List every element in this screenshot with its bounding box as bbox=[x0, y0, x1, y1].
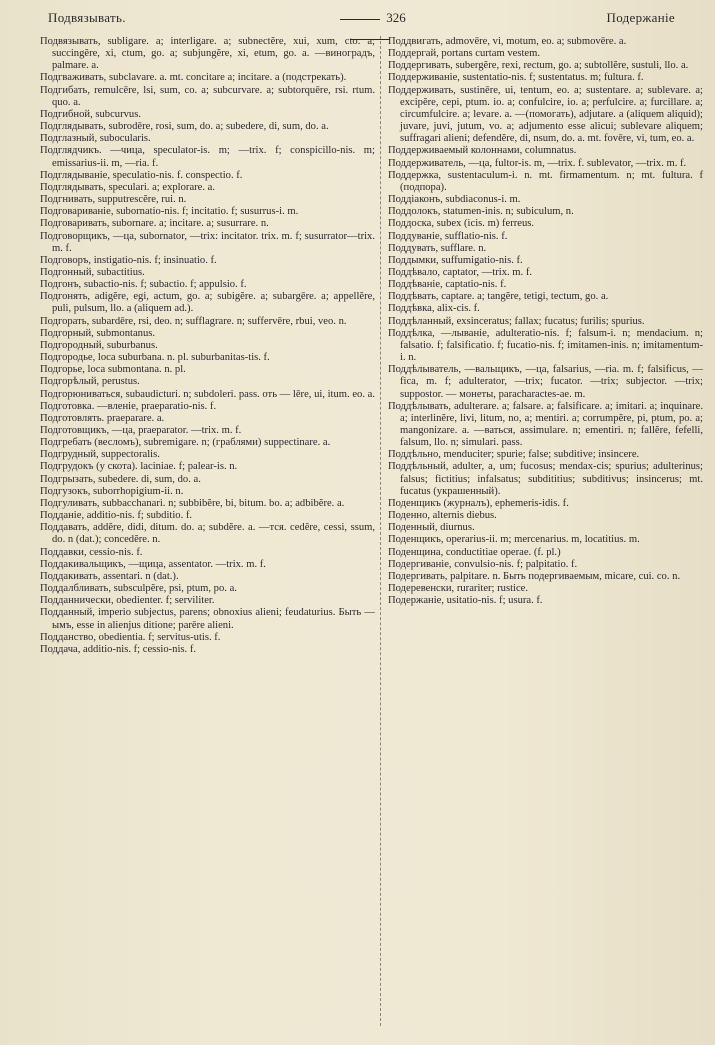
dictionary-entry: Подданіе, additio-nis. f; subditio. f. bbox=[40, 510, 193, 522]
dictionary-entry: Поддавать, addĕre, didi, ditum. do. a; subdĕre. a. —тся. cedĕre, cessi, ssum, do. n (dat.); concedĕre. n. bbox=[40, 522, 375, 546]
dictionary-entry: Подготовлять. praeparare. a. bbox=[40, 412, 165, 424]
dictionary-entry: Поддвигать, admovēre, vi, motum, eo. a; submovēre. a. bbox=[388, 36, 627, 47]
dictionary-entry: Подглядчикъ. —чица, speculator-is. m; —trix. f; conspicillo-nis. m; emissarius-ii. m, —ria. f. bbox=[40, 145, 375, 169]
dictionary-entry: Поддувать, sufflare. n. bbox=[388, 242, 487, 254]
dictionary-entry: Поденщикъ, operarius-ii. m; mercenarius. m, locatitius. m. bbox=[388, 534, 640, 546]
left-column bbox=[40, 36, 375, 656]
dictionary-entry: Подергиваніе, convulsio-nis. f; palpitatio. f. bbox=[388, 558, 578, 570]
dictionary-entry: Поддавки, cessio-nis. f. bbox=[40, 546, 143, 558]
dictionary-entry: Подговариваніе, subornatio-nis. f; incitatio. f; susurrus-i. m. bbox=[40, 206, 299, 218]
dictionary-entry: Подгонъ, subactio-nis. f; subactio. f; appulsio. f. bbox=[40, 279, 247, 291]
dictionary-entry: Подгорный, submontanus. bbox=[40, 327, 156, 339]
dictionary-entry: Поддѣвало, captator, —trix. m. f. bbox=[388, 266, 533, 278]
dictionary-entry: Подглядывать, subrodēre, rosi, sum, do. a; subedere, di, sum, do. a. bbox=[40, 121, 329, 133]
dictionary-entry: Подгребать (весломъ), subremigare. n; (граблями) suppectinare. a. bbox=[40, 437, 331, 449]
page-number: 326 bbox=[386, 10, 406, 25]
dictionary-entry: Подглядывать, speculari. a; explorare. a. bbox=[40, 181, 216, 193]
dictionary-entry: Подергивать, palpitare. n. Быть подергиваемым, micare, cui. co. n. bbox=[388, 570, 681, 582]
dictionary-entry: Подгородье, loca suburbana. n. pl. suburbanitas-tis. f. bbox=[40, 352, 270, 364]
dictionary-entry: Поддакивать, assentari. n (dat.). bbox=[40, 570, 179, 582]
dictionary-entry: Подгорье, loca submontana. n. pl. bbox=[40, 364, 186, 376]
dictionary-entry: Поддакивальщикъ, —щица, assentator. —trix. m. f. bbox=[40, 558, 266, 570]
dictionary-entry: Подготовка. —вленіе, praeparatio-nis. f. bbox=[40, 400, 217, 412]
dictionary-entry: Подданнически, obedienter. f; serviliter. bbox=[40, 595, 215, 607]
dictionary-entry: Подданный, imperio subjectus, parens; obnoxius alieni; feudaturius. Быть —ымъ, esse in alienjus ditione; parēre alieni. bbox=[40, 607, 375, 631]
dictionary-entry: Поддержка, sustentaculum-i. n. mt. firmamentum. n; mt. fultura. f (подпора). bbox=[388, 169, 703, 193]
dictionary-entry: Подговаривать, subornare. a; incitare. a; susurrare. n. bbox=[40, 218, 269, 230]
dictionary-entry: Подгорюниваться, subaudiсturi. n; subdoleri. pass. оть — lēre, ui, itum. eo. a. bbox=[40, 388, 375, 400]
dictionary-entry: Подвязывать, subligare. a; interligare. a; subnectĕre, xui, xum, cto. a; succingĕre, xi, ctum, go. a; subjungĕre, xi, etum, go. a. —виноградъ, palmare. a. bbox=[40, 36, 375, 72]
dictionary-entry: Подгонный, subactitius. bbox=[40, 266, 145, 278]
dictionary-entry: Поддѣльно, menduciter; spurie; false; subditive; insincere. bbox=[388, 449, 640, 461]
dictionary-entry: Подданство, obedientia. f; servitus-utis. f. bbox=[40, 631, 221, 643]
dictionary-entry: Поддѣвка, alix-cis. f. bbox=[388, 303, 480, 315]
dictionary-entry: Поддача, additio-nis. f; cessio-nis. f. bbox=[40, 643, 197, 655]
dictionary-entry: Подгородный, suburbanus. bbox=[40, 339, 158, 351]
dictionary-entry: Подгваживать, subclavare. a. mt. concitare a; incitare. a (подстрекать). bbox=[40, 72, 347, 84]
dictionary-entry: Поддалбливать, subsculpĕre, psi, ptum, po. a. bbox=[40, 583, 237, 595]
dictionary-entry: Поденщикъ (журналъ), ephemeris-idis. f. bbox=[388, 497, 569, 509]
dictionary-entry: Подгуливать, subbacchanari. n; subbibĕre, bi, bitum. bo. a; adbibĕre. a. bbox=[40, 497, 345, 509]
dictionary-entry: Подготовщикъ, —ца, praeparator. —trix. m. f. bbox=[40, 425, 242, 436]
column-rule bbox=[380, 36, 381, 1026]
dictionary-entry: Подеревенски, rurariter; rustice. bbox=[388, 583, 529, 595]
page-header bbox=[40, 8, 705, 28]
dictionary-entry: Поденный, diurnus. bbox=[388, 522, 475, 534]
dictionary-entry: Подгорать, subardēre, rsi, deo. n; sufflagrare. n; suffervēre, rbui, veo. n. bbox=[40, 315, 347, 327]
dictionary-entry: Подержаніе, usitatio-nis. f; usura. f. bbox=[388, 595, 543, 607]
dictionary-entry: Подгрызать, subedere. di, sum, do. a. bbox=[40, 473, 201, 485]
dictionary-entry: Поддѣлка, —лываніе, adulteratio-nis. f; falsum-i. n; mendacium. n; falsatio. f; falsificatio. f; fucatio-nis. f; imitamen-inis. n; imitamentum-i. n. bbox=[388, 327, 703, 364]
dictionary-entry: Поддолокъ, statumen-inis. n; subiculum, n. bbox=[388, 206, 574, 218]
dictionary-entry: Подговорщикъ, —ца, subornator, —trix: incitator. trix. m. f; susurrator—trix. m. f. bbox=[40, 230, 375, 254]
dictionary-entry: Подгибной, subcurvus. bbox=[40, 108, 141, 120]
dictionary-entry: Поддѣвать, captare. a; tangĕre, tetigi, tectum, go. a. bbox=[388, 291, 609, 303]
dictionary-entry: Поддерживаемый колоннами, columnatus. bbox=[388, 145, 577, 157]
dictionary-entry: Поддѣлыватель, —вальщикъ, —ца, falsarius, —ria. m. f; falsificus, — fica, m. f; adulterator, —trix; fucator. —trix; subjector. —trix; suppostor. — монеты, paracharactes-ae. m. bbox=[388, 364, 703, 400]
dictionary-entry: Поддергивать, subergĕre, rexi, rectum, go. a; subtollĕre, sustuli, llo. a. bbox=[388, 60, 689, 72]
header-dash-left bbox=[340, 19, 380, 20]
dictionary-entry: Поддѣлывать, adulterare. a; falsare. a; falsificare. a; imitari. a; inquinare. a; interlinĕre, livi, litum, no, a; mentiri. a; corrumpĕre, pi, ptum, po. a; mangonizare. a. —ваться, assimulare. n; ementiri. n; fallĕre, fefelli, falsum, llo. n; simulari. pass. bbox=[388, 400, 703, 449]
dictionary-entry: Подгрудокъ (у скота). laciniae. f; palear-is. n. bbox=[40, 461, 238, 473]
running-head-right: Подержаніе bbox=[606, 10, 675, 25]
dictionary-entry: Подгнивать, supputrescĕre, rui. n. bbox=[40, 194, 187, 206]
dictionary-entry: Подгонять, adigĕre, egi, actum, go. a; subigĕre. a; subargēre. a; appellĕre, puli, pulsum, llo. a (aliquem ad.). bbox=[40, 291, 375, 315]
dictionary-entry: Поддоска, subex (icis. m) ferreus. bbox=[388, 218, 535, 230]
dictionary-entry: Подгрудный, suppectoralis. bbox=[40, 449, 160, 461]
dictionary-entry: Поддерживаніе, sustentatio-nis. f; sustentatus. m; fultura. f. bbox=[388, 72, 644, 84]
dictionary-entry: Поддіаконъ, subdiaconus-i. m. bbox=[388, 194, 521, 206]
right-column bbox=[388, 36, 703, 607]
dictionary-entry: Поддуваніе, sufflatio-nis. f. bbox=[388, 230, 508, 242]
dictionary-entry: Подгорѣлый, perustus. bbox=[40, 376, 140, 388]
dictionary-entry: Поддымки, suffumigatio-nis. f. bbox=[388, 254, 523, 266]
dictionary-entry: Подгибать, remulcēre, lsi, sum, co. a; subcurvare. a; subtorquēre, rsi. rtum. quo. a. bbox=[40, 84, 375, 108]
dictionary-entry: Подглядываніе, speculatio-nis. f. conspectio. f. bbox=[40, 169, 243, 181]
dictionary-entry: Поденно, alternis diebus. bbox=[388, 510, 497, 522]
dictionary-entry: Поддѣльный, adulter, a, um; fucosus; mendax-cis; spurius; adulterinus; falsus; fictitius; infalsatus; subdititius; subditivus; insincerus; mt. fucatus (украшенный). bbox=[388, 461, 703, 497]
dictionary-entry: Подгузокъ, suborrhopigium-ii. n. bbox=[40, 485, 184, 497]
dictionary-entry: Подговоръ, instigatio-nis. f; insinuatio. f. bbox=[40, 254, 217, 266]
dictionary-entry: Подглазный, subocularis. bbox=[40, 133, 151, 145]
dictionary-entry: Поддерживать, sustinēre, ui, tentum, eo. a; sustentare. a; sublevare. a; excipĕre, cepi, ptum. io. a; confulcire, io. a; perfulcire. a; furcillare. a; circumfulcire. a; levare. a. —(помогать), adjutare. a (aliquem aliquid); juvare, juvi, jutum, vo. a; adjumento esse alicui; sublevare aliquem; suffragari alieni; defendĕre, di, nsum, do. a. mt. fovēre, vi, tum, eo. a. bbox=[388, 84, 703, 145]
dictionary-entry: Поддерживатель, —ца, fultor-is. m, —trix. f. sublevator, —trix. m. f. bbox=[388, 157, 687, 169]
dictionary-entry: Поддѣваніе, captatio-nis. f. bbox=[388, 279, 507, 291]
dictionary-entry: Поддергай, portans curtam vestem. bbox=[388, 48, 540, 60]
running-head-left: Подвязывать. bbox=[48, 10, 126, 25]
dictionary-entry: Поденщина, conductitiae operae. (f. pl.) bbox=[388, 546, 561, 558]
dictionary-entry: Поддѣланный, exsinceratus; fallax; fucatus; furilis; spurius. bbox=[388, 315, 645, 327]
